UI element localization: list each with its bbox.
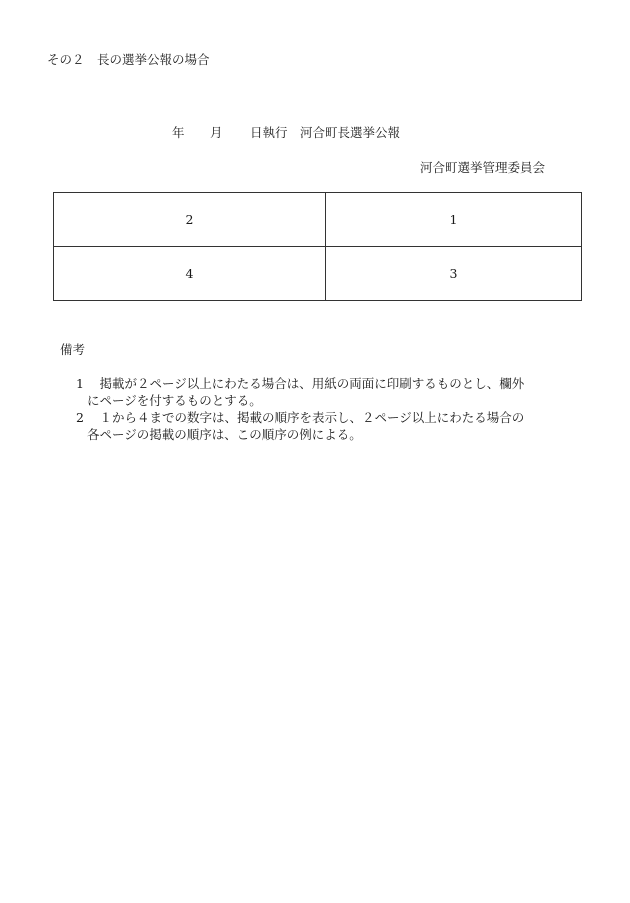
- note-text: [87, 409, 556, 443]
- grid-cell: 3: [326, 247, 582, 301]
- note-line: にページを付するものとする。: [87, 393, 262, 408]
- issue-year: 年: [172, 125, 185, 140]
- notes-list: [76, 375, 556, 443]
- note-line: 各ページの掲載の順序は、この順序の例による。: [87, 427, 362, 442]
- note-item: [76, 375, 556, 409]
- note-text: [87, 375, 556, 409]
- note-number: 2: [76, 410, 84, 425]
- grid-row: [54, 193, 582, 247]
- issue-title: 河合町長選挙公報: [300, 125, 401, 140]
- issue-day: 日執行: [250, 125, 288, 140]
- note-line: 掲載が２ページ以上にわたる場合は、用紙の両面に印刷するものとし、欄外: [87, 376, 525, 391]
- issue-month: 月: [210, 125, 223, 140]
- note-line: １から４までの数字は、掲載の順序を表示し、２ページ以上にわたる場合の: [87, 410, 525, 425]
- notes-title: 備考: [60, 342, 86, 357]
- page-order-grid: [53, 192, 582, 301]
- grid-row: [54, 247, 582, 301]
- issue-line: [172, 123, 400, 141]
- grid-cell: 4: [54, 247, 326, 301]
- grid-cell: 1: [326, 193, 582, 247]
- grid-cell: 2: [54, 193, 326, 247]
- note-item: [76, 409, 556, 443]
- section-heading: その２ 長の選挙公報の場合: [47, 52, 210, 67]
- note-number: 1: [76, 376, 84, 391]
- issuer-name: 河合町選挙管理委員会: [420, 160, 546, 175]
